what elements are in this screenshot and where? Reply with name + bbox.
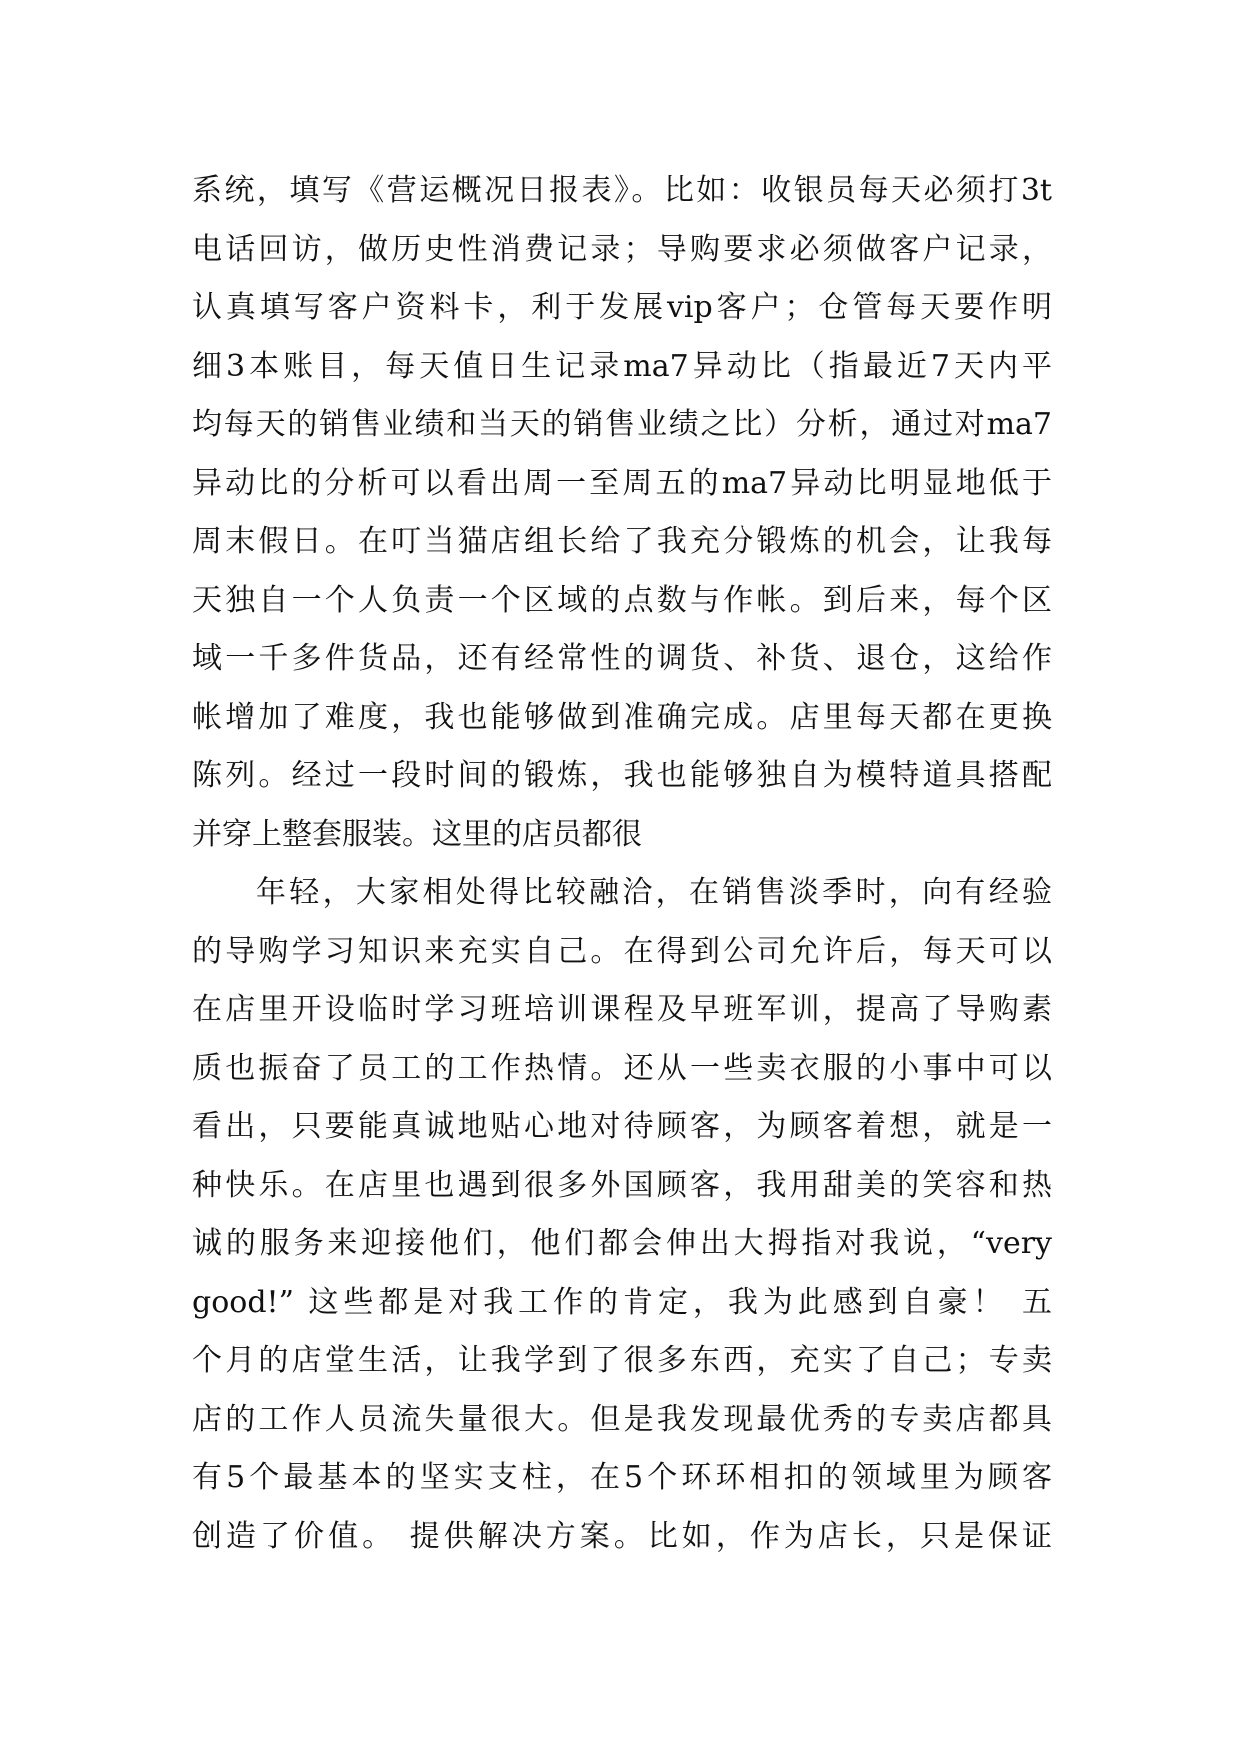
text-line: 诚的服务来迎接他们，他们都会伸出大拇指对我说，“very: [192, 1226, 1052, 1261]
text-line: 种快乐。在店里也遇到很多外国顾客，我用甜美的笑容和热: [192, 1167, 1052, 1203]
text-line: 均每天的销售业绩和当天的销售业绩之比）分析，通过对ma7: [192, 407, 1052, 442]
text-line: 电话回访，做历史性消费记录；导购要求必须做客户记录，: [192, 231, 1052, 267]
text-line: 异动比的分析可以看出周一至周五的ma7异动比明显地低于: [192, 465, 1052, 501]
text-line: 在店里开设临时学习班培训课程及早班军训，提高了导购素: [192, 992, 1052, 1027]
text-line: 质也振奋了员工的工作热情。还从一些卖衣服的小事中可以: [192, 1050, 1052, 1086]
text-line: 的导购学习知识来充实自己。在得到公司允许后，每天可以: [192, 933, 1052, 969]
text-line: 陈列。经过一段时间的锻炼，我也能够独自为模特道具搭配: [192, 758, 1052, 793]
text-line: 创造了价值。 提供解决方案。比如，作为店长，只是保证: [192, 1518, 1052, 1554]
text-line: 个月的店堂生活，让我学到了很多东西，充实了自己；专卖: [192, 1343, 1052, 1378]
text-line: 看出，只要能真诚地贴心地对待顾客，为顾客着想，就是一: [192, 1109, 1052, 1144]
text-line: 天独自一个人负责一个区域的点数与作帐。到后来，每个区: [192, 582, 1052, 618]
text-line: 店的工作人员流失量很大。但是我发现最优秀的专卖店都具: [192, 1401, 1052, 1437]
text-line: 认真填写客户资料卡，利于发展vip客户；仓管每天要作明: [192, 290, 1052, 325]
text-line: 有5个最基本的坚实支柱，在5个环环相扣的领域里为顾客: [192, 1460, 1052, 1495]
text-line: 系统，填写《营运概况日报表》。比如：收银员每天必须打3t: [192, 173, 1052, 208]
text-line: 并穿上整套服装。这里的店员都很: [192, 816, 642, 852]
text-line: 域一千多件货品，还有经常性的调货、补货、退仓，这给作: [192, 641, 1052, 676]
text-line: 帐增加了难度，我也能够做到准确完成。店里每天都在更换: [192, 699, 1052, 735]
body-text: [192, 162, 1052, 1566]
text-line: 细3本账目，每天值日生记录ma7异动比（指最近7天内平: [192, 348, 1052, 384]
text-line: good!” 这些都是对我工作的肯定，我为此感到自豪！ 五: [192, 1284, 1052, 1320]
paragraph-start-line: 年轻，大家相处得比较融洽，在销售淡季时，向有经验: [256, 875, 1052, 910]
text-line: 周末假日。在叮当猫店组长给了我充分锻炼的机会，让我每: [192, 524, 1052, 559]
